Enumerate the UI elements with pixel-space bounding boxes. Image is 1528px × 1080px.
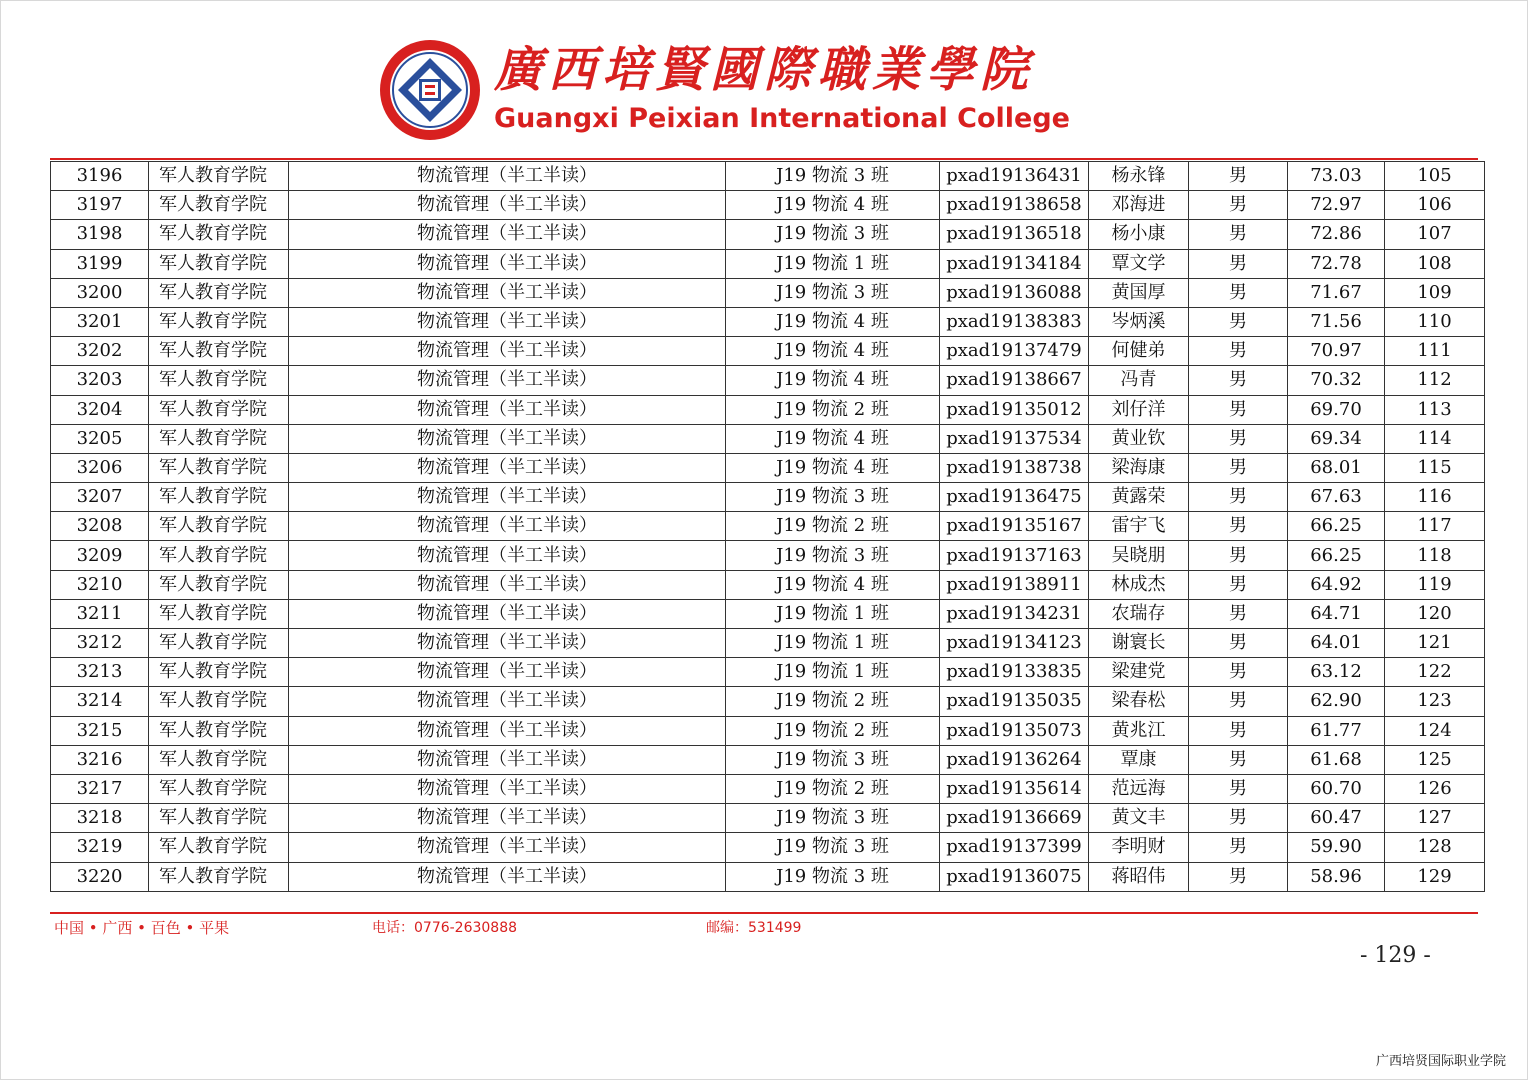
table-row bbox=[51, 483, 1485, 512]
cell-school: 军人教育学院 bbox=[149, 249, 289, 278]
cell-class: J19 物流 2 班 bbox=[726, 716, 940, 745]
cell-school: 军人教育学院 bbox=[149, 220, 289, 249]
table-row bbox=[51, 191, 1485, 220]
cell-rank: 112 bbox=[1385, 366, 1485, 395]
table-row bbox=[51, 453, 1485, 482]
cell-seq: 3212 bbox=[51, 629, 149, 658]
cell-seq: 3211 bbox=[51, 599, 149, 628]
cell-rank: 113 bbox=[1385, 395, 1485, 424]
cell-rank: 118 bbox=[1385, 541, 1485, 570]
cell-score: 64.01 bbox=[1288, 629, 1385, 658]
cell-name: 黄兆江 bbox=[1089, 716, 1189, 745]
cell-class: J19 物流 2 班 bbox=[726, 395, 940, 424]
cell-student-id: pxad19135614 bbox=[940, 774, 1089, 803]
table-row bbox=[51, 307, 1485, 336]
cell-student-id: pxad19136475 bbox=[940, 483, 1089, 512]
cell-major: 物流管理（半工半读） bbox=[289, 337, 726, 366]
cell-seq: 3220 bbox=[51, 862, 149, 891]
cell-gender: 男 bbox=[1189, 453, 1288, 482]
cell-rank: 119 bbox=[1385, 570, 1485, 599]
cell-score: 72.86 bbox=[1288, 220, 1385, 249]
cell-class: J19 物流 1 班 bbox=[726, 599, 940, 628]
cell-seq: 3201 bbox=[51, 307, 149, 336]
cell-name: 岑炳溪 bbox=[1089, 307, 1189, 336]
cell-school: 军人教育学院 bbox=[149, 395, 289, 424]
cell-class: J19 物流 1 班 bbox=[726, 629, 940, 658]
cell-school: 军人教育学院 bbox=[149, 804, 289, 833]
cell-student-id: pxad19135035 bbox=[940, 687, 1089, 716]
cell-major: 物流管理（半工半读） bbox=[289, 162, 726, 191]
cell-class: J19 物流 2 班 bbox=[726, 774, 940, 803]
cell-gender: 男 bbox=[1189, 570, 1288, 599]
cell-school: 军人教育学院 bbox=[149, 687, 289, 716]
cell-student-id: pxad19137534 bbox=[940, 424, 1089, 453]
cell-rank: 125 bbox=[1385, 745, 1485, 774]
cell-rank: 111 bbox=[1385, 337, 1485, 366]
cell-name: 何健弟 bbox=[1089, 337, 1189, 366]
cell-class: J19 物流 4 班 bbox=[726, 191, 940, 220]
watermark-text: 广西培贤国际职业学院 bbox=[1375, 1054, 1506, 1069]
table-row bbox=[51, 424, 1485, 453]
cell-score: 64.71 bbox=[1288, 599, 1385, 628]
cell-student-id: pxad19134231 bbox=[940, 599, 1089, 628]
cell-major: 物流管理（半工半读） bbox=[289, 570, 726, 599]
cell-seq: 3208 bbox=[51, 512, 149, 541]
cell-school: 军人教育学院 bbox=[149, 658, 289, 687]
cell-score: 66.25 bbox=[1288, 512, 1385, 541]
table-row bbox=[51, 162, 1485, 191]
cell-rank: 110 bbox=[1385, 307, 1485, 336]
cell-gender: 男 bbox=[1189, 191, 1288, 220]
cell-seq: 3216 bbox=[51, 745, 149, 774]
footer-postcode: 邮编：531499 bbox=[706, 920, 802, 936]
cell-gender: 男 bbox=[1189, 366, 1288, 395]
table-row bbox=[51, 774, 1485, 803]
cell-gender: 男 bbox=[1189, 162, 1288, 191]
cell-student-id: pxad19138658 bbox=[940, 191, 1089, 220]
cell-rank: 116 bbox=[1385, 483, 1485, 512]
cell-seq: 3199 bbox=[51, 249, 149, 278]
cell-rank: 120 bbox=[1385, 599, 1485, 628]
cell-school: 军人教育学院 bbox=[149, 278, 289, 307]
cell-major: 物流管理（半工半读） bbox=[289, 307, 726, 336]
cell-major: 物流管理（半工半读） bbox=[289, 629, 726, 658]
cell-class: J19 物流 3 班 bbox=[726, 162, 940, 191]
cell-score: 73.03 bbox=[1288, 162, 1385, 191]
cell-name: 吴晓朋 bbox=[1089, 541, 1189, 570]
cell-score: 59.90 bbox=[1288, 833, 1385, 862]
cell-rank: 129 bbox=[1385, 862, 1485, 891]
cell-name: 杨小康 bbox=[1089, 220, 1189, 249]
cell-gender: 男 bbox=[1189, 395, 1288, 424]
cell-rank: 117 bbox=[1385, 512, 1485, 541]
cell-name: 冯青 bbox=[1089, 366, 1189, 395]
cell-score: 58.96 bbox=[1288, 862, 1385, 891]
cell-student-id: pxad19136075 bbox=[940, 862, 1089, 891]
cell-major: 物流管理（半工半读） bbox=[289, 249, 726, 278]
cell-student-id: pxad19136088 bbox=[940, 278, 1089, 307]
cell-student-id: pxad19137399 bbox=[940, 833, 1089, 862]
cell-school: 军人教育学院 bbox=[149, 570, 289, 599]
cell-name: 梁建党 bbox=[1089, 658, 1189, 687]
cell-gender: 男 bbox=[1189, 804, 1288, 833]
table-row bbox=[51, 745, 1485, 774]
cell-student-id: pxad19138738 bbox=[940, 453, 1089, 482]
cell-student-id: pxad19138911 bbox=[940, 570, 1089, 599]
cell-gender: 男 bbox=[1189, 862, 1288, 891]
cell-seq: 3210 bbox=[51, 570, 149, 599]
table-row bbox=[51, 687, 1485, 716]
cell-school: 军人教育学院 bbox=[149, 541, 289, 570]
table-row bbox=[51, 220, 1485, 249]
cell-school: 军人教育学院 bbox=[149, 745, 289, 774]
cell-rank: 108 bbox=[1385, 249, 1485, 278]
cell-score: 70.32 bbox=[1288, 366, 1385, 395]
table-row bbox=[51, 716, 1485, 745]
cell-class: J19 物流 3 班 bbox=[726, 833, 940, 862]
cell-major: 物流管理（半工半读） bbox=[289, 833, 726, 862]
cell-student-id: pxad19134184 bbox=[940, 249, 1089, 278]
cell-class: J19 物流 1 班 bbox=[726, 658, 940, 687]
cell-seq: 3198 bbox=[51, 220, 149, 249]
cell-name: 梁海康 bbox=[1089, 453, 1189, 482]
cell-name: 黄业钦 bbox=[1089, 424, 1189, 453]
cell-class: J19 物流 3 班 bbox=[726, 278, 940, 307]
cell-score: 60.70 bbox=[1288, 774, 1385, 803]
cell-name: 梁春松 bbox=[1089, 687, 1189, 716]
cell-seq: 3200 bbox=[51, 278, 149, 307]
college-name-chinese: 廣西培賢國際職業學院 bbox=[494, 42, 1035, 98]
cell-student-id: pxad19136264 bbox=[940, 745, 1089, 774]
cell-seq: 3215 bbox=[51, 716, 149, 745]
cell-name: 黄国厚 bbox=[1089, 278, 1189, 307]
table-row bbox=[51, 278, 1485, 307]
cell-major: 物流管理（半工半读） bbox=[289, 512, 726, 541]
cell-gender: 男 bbox=[1189, 687, 1288, 716]
cell-student-id: pxad19138383 bbox=[940, 307, 1089, 336]
cell-major: 物流管理（半工半读） bbox=[289, 366, 726, 395]
letterhead bbox=[378, 38, 1070, 142]
cell-major: 物流管理（半工半读） bbox=[289, 424, 726, 453]
cell-major: 物流管理（半工半读） bbox=[289, 745, 726, 774]
cell-rank: 126 bbox=[1385, 774, 1485, 803]
cell-rank: 127 bbox=[1385, 804, 1485, 833]
cell-gender: 男 bbox=[1189, 337, 1288, 366]
cell-name: 农瑞存 bbox=[1089, 599, 1189, 628]
header-divider bbox=[50, 158, 1478, 160]
cell-major: 物流管理（半工半读） bbox=[289, 774, 726, 803]
table-row bbox=[51, 249, 1485, 278]
cell-score: 66.25 bbox=[1288, 541, 1385, 570]
cell-score: 61.77 bbox=[1288, 716, 1385, 745]
cell-major: 物流管理（半工半读） bbox=[289, 483, 726, 512]
cell-student-id: pxad19136431 bbox=[940, 162, 1089, 191]
cell-gender: 男 bbox=[1189, 745, 1288, 774]
cell-major: 物流管理（半工半读） bbox=[289, 658, 726, 687]
cell-name: 李明财 bbox=[1089, 833, 1189, 862]
cell-score: 72.97 bbox=[1288, 191, 1385, 220]
cell-seq: 3207 bbox=[51, 483, 149, 512]
table-row bbox=[51, 658, 1485, 687]
cell-student-id: pxad19136518 bbox=[940, 220, 1089, 249]
table-row bbox=[51, 337, 1485, 366]
table-row bbox=[51, 366, 1485, 395]
cell-score: 71.56 bbox=[1288, 307, 1385, 336]
cell-gender: 男 bbox=[1189, 629, 1288, 658]
cell-rank: 105 bbox=[1385, 162, 1485, 191]
table-row bbox=[51, 541, 1485, 570]
cell-rank: 115 bbox=[1385, 453, 1485, 482]
cell-gender: 男 bbox=[1189, 716, 1288, 745]
cell-score: 68.01 bbox=[1288, 453, 1385, 482]
cell-score: 61.68 bbox=[1288, 745, 1385, 774]
cell-school: 军人教育学院 bbox=[149, 599, 289, 628]
cell-gender: 男 bbox=[1189, 483, 1288, 512]
cell-rank: 128 bbox=[1385, 833, 1485, 862]
cell-class: J19 物流 4 班 bbox=[726, 424, 940, 453]
cell-class: J19 物流 3 班 bbox=[726, 745, 940, 774]
cell-major: 物流管理（半工半读） bbox=[289, 862, 726, 891]
cell-class: J19 物流 4 班 bbox=[726, 453, 940, 482]
cell-school: 军人教育学院 bbox=[149, 483, 289, 512]
cell-major: 物流管理（半工半读） bbox=[289, 804, 726, 833]
cell-major: 物流管理（半工半读） bbox=[289, 599, 726, 628]
cell-rank: 107 bbox=[1385, 220, 1485, 249]
college-seal-logo bbox=[378, 38, 482, 142]
cell-major: 物流管理（半工半读） bbox=[289, 278, 726, 307]
cell-gender: 男 bbox=[1189, 307, 1288, 336]
footer-address: 中国 • 广西 • 百色 • 平果 bbox=[54, 919, 230, 937]
table-body bbox=[51, 162, 1485, 892]
cell-student-id: pxad19138667 bbox=[940, 366, 1089, 395]
cell-school: 军人教育学院 bbox=[149, 191, 289, 220]
cell-student-id: pxad19135073 bbox=[940, 716, 1089, 745]
cell-rank: 123 bbox=[1385, 687, 1485, 716]
cell-rank: 106 bbox=[1385, 191, 1485, 220]
cell-class: J19 物流 3 班 bbox=[726, 804, 940, 833]
table-row bbox=[51, 599, 1485, 628]
table-row bbox=[51, 570, 1485, 599]
cell-class: J19 物流 4 班 bbox=[726, 337, 940, 366]
cell-rank: 122 bbox=[1385, 658, 1485, 687]
cell-major: 物流管理（半工半读） bbox=[289, 453, 726, 482]
cell-gender: 男 bbox=[1189, 833, 1288, 862]
cell-gender: 男 bbox=[1189, 658, 1288, 687]
cell-rank: 114 bbox=[1385, 424, 1485, 453]
cell-student-id: pxad19135012 bbox=[940, 395, 1089, 424]
table-row bbox=[51, 804, 1485, 833]
cell-name: 范远海 bbox=[1089, 774, 1189, 803]
cell-score: 69.70 bbox=[1288, 395, 1385, 424]
cell-class: J19 物流 3 班 bbox=[726, 483, 940, 512]
college-name-english: Guangxi Peixian International College bbox=[494, 103, 1070, 134]
cell-student-id: pxad19136669 bbox=[940, 804, 1089, 833]
cell-score: 64.92 bbox=[1288, 570, 1385, 599]
cell-class: J19 物流 4 班 bbox=[726, 366, 940, 395]
cell-gender: 男 bbox=[1189, 424, 1288, 453]
page-number: - 129 - bbox=[1360, 943, 1431, 968]
cell-gender: 男 bbox=[1189, 599, 1288, 628]
table-row bbox=[51, 629, 1485, 658]
table-row bbox=[51, 833, 1485, 862]
cell-class: J19 物流 3 班 bbox=[726, 220, 940, 249]
cell-rank: 124 bbox=[1385, 716, 1485, 745]
cell-score: 72.78 bbox=[1288, 249, 1385, 278]
cell-class: J19 物流 1 班 bbox=[726, 249, 940, 278]
cell-student-id: pxad19135167 bbox=[940, 512, 1089, 541]
cell-name: 刘仔洋 bbox=[1089, 395, 1189, 424]
cell-major: 物流管理（半工半读） bbox=[289, 220, 726, 249]
cell-seq: 3197 bbox=[51, 191, 149, 220]
cell-major: 物流管理（半工半读） bbox=[289, 541, 726, 570]
cell-seq: 3205 bbox=[51, 424, 149, 453]
cell-class: J19 物流 3 班 bbox=[726, 862, 940, 891]
cell-name: 黄露荣 bbox=[1089, 483, 1189, 512]
cell-name: 黄文丰 bbox=[1089, 804, 1189, 833]
cell-student-id: pxad19137163 bbox=[940, 541, 1089, 570]
footer-phone: 电话：0776-2630888 bbox=[372, 920, 518, 936]
cell-seq: 3202 bbox=[51, 337, 149, 366]
cell-seq: 3203 bbox=[51, 366, 149, 395]
cell-class: J19 物流 2 班 bbox=[726, 512, 940, 541]
cell-school: 军人教育学院 bbox=[149, 366, 289, 395]
cell-school: 军人教育学院 bbox=[149, 862, 289, 891]
cell-name: 覃文学 bbox=[1089, 249, 1189, 278]
cell-school: 军人教育学院 bbox=[149, 337, 289, 366]
cell-school: 军人教育学院 bbox=[149, 453, 289, 482]
cell-seq: 3206 bbox=[51, 453, 149, 482]
cell-school: 军人教育学院 bbox=[149, 774, 289, 803]
cell-school: 军人教育学院 bbox=[149, 512, 289, 541]
cell-student-id: pxad19134123 bbox=[940, 629, 1089, 658]
cell-gender: 男 bbox=[1189, 512, 1288, 541]
cell-major: 物流管理（半工半读） bbox=[289, 716, 726, 745]
cell-name: 蒋昭伟 bbox=[1089, 862, 1189, 891]
cell-class: J19 物流 4 班 bbox=[726, 307, 940, 336]
cell-seq: 3217 bbox=[51, 774, 149, 803]
table-row bbox=[51, 862, 1485, 891]
cell-class: J19 物流 4 班 bbox=[726, 570, 940, 599]
cell-score: 60.47 bbox=[1288, 804, 1385, 833]
cell-class: J19 物流 2 班 bbox=[726, 687, 940, 716]
cell-name: 雷宇飞 bbox=[1089, 512, 1189, 541]
cell-score: 62.90 bbox=[1288, 687, 1385, 716]
cell-school: 军人教育学院 bbox=[149, 424, 289, 453]
cell-score: 67.63 bbox=[1288, 483, 1385, 512]
cell-rank: 109 bbox=[1385, 278, 1485, 307]
cell-score: 71.67 bbox=[1288, 278, 1385, 307]
table-row bbox=[51, 512, 1485, 541]
cell-seq: 3214 bbox=[51, 687, 149, 716]
cell-seq: 3196 bbox=[51, 162, 149, 191]
cell-name: 邓海进 bbox=[1089, 191, 1189, 220]
cell-gender: 男 bbox=[1189, 249, 1288, 278]
cell-school: 军人教育学院 bbox=[149, 307, 289, 336]
cell-rank: 121 bbox=[1385, 629, 1485, 658]
cell-name: 覃康 bbox=[1089, 745, 1189, 774]
cell-major: 物流管理（半工半读） bbox=[289, 191, 726, 220]
cell-name: 林成杰 bbox=[1089, 570, 1189, 599]
footer-divider bbox=[50, 912, 1478, 914]
cell-seq: 3219 bbox=[51, 833, 149, 862]
cell-score: 70.97 bbox=[1288, 337, 1385, 366]
cell-major: 物流管理（半工半读） bbox=[289, 687, 726, 716]
cell-seq: 3209 bbox=[51, 541, 149, 570]
cell-student-id: pxad19133835 bbox=[940, 658, 1089, 687]
cell-seq: 3213 bbox=[51, 658, 149, 687]
student-score-table bbox=[50, 161, 1485, 892]
cell-school: 军人教育学院 bbox=[149, 162, 289, 191]
cell-seq: 3204 bbox=[51, 395, 149, 424]
cell-gender: 男 bbox=[1189, 541, 1288, 570]
cell-gender: 男 bbox=[1189, 220, 1288, 249]
cell-score: 69.34 bbox=[1288, 424, 1385, 453]
cell-school: 军人教育学院 bbox=[149, 716, 289, 745]
cell-score: 63.12 bbox=[1288, 658, 1385, 687]
cell-gender: 男 bbox=[1189, 774, 1288, 803]
cell-name: 谢寰长 bbox=[1089, 629, 1189, 658]
cell-school: 军人教育学院 bbox=[149, 833, 289, 862]
cell-gender: 男 bbox=[1189, 278, 1288, 307]
cell-student-id: pxad19137479 bbox=[940, 337, 1089, 366]
cell-major: 物流管理（半工半读） bbox=[289, 395, 726, 424]
cell-name: 杨永锋 bbox=[1089, 162, 1189, 191]
table-row bbox=[51, 395, 1485, 424]
cell-school: 军人教育学院 bbox=[149, 629, 289, 658]
cell-seq: 3218 bbox=[51, 804, 149, 833]
cell-class: J19 物流 3 班 bbox=[726, 541, 940, 570]
